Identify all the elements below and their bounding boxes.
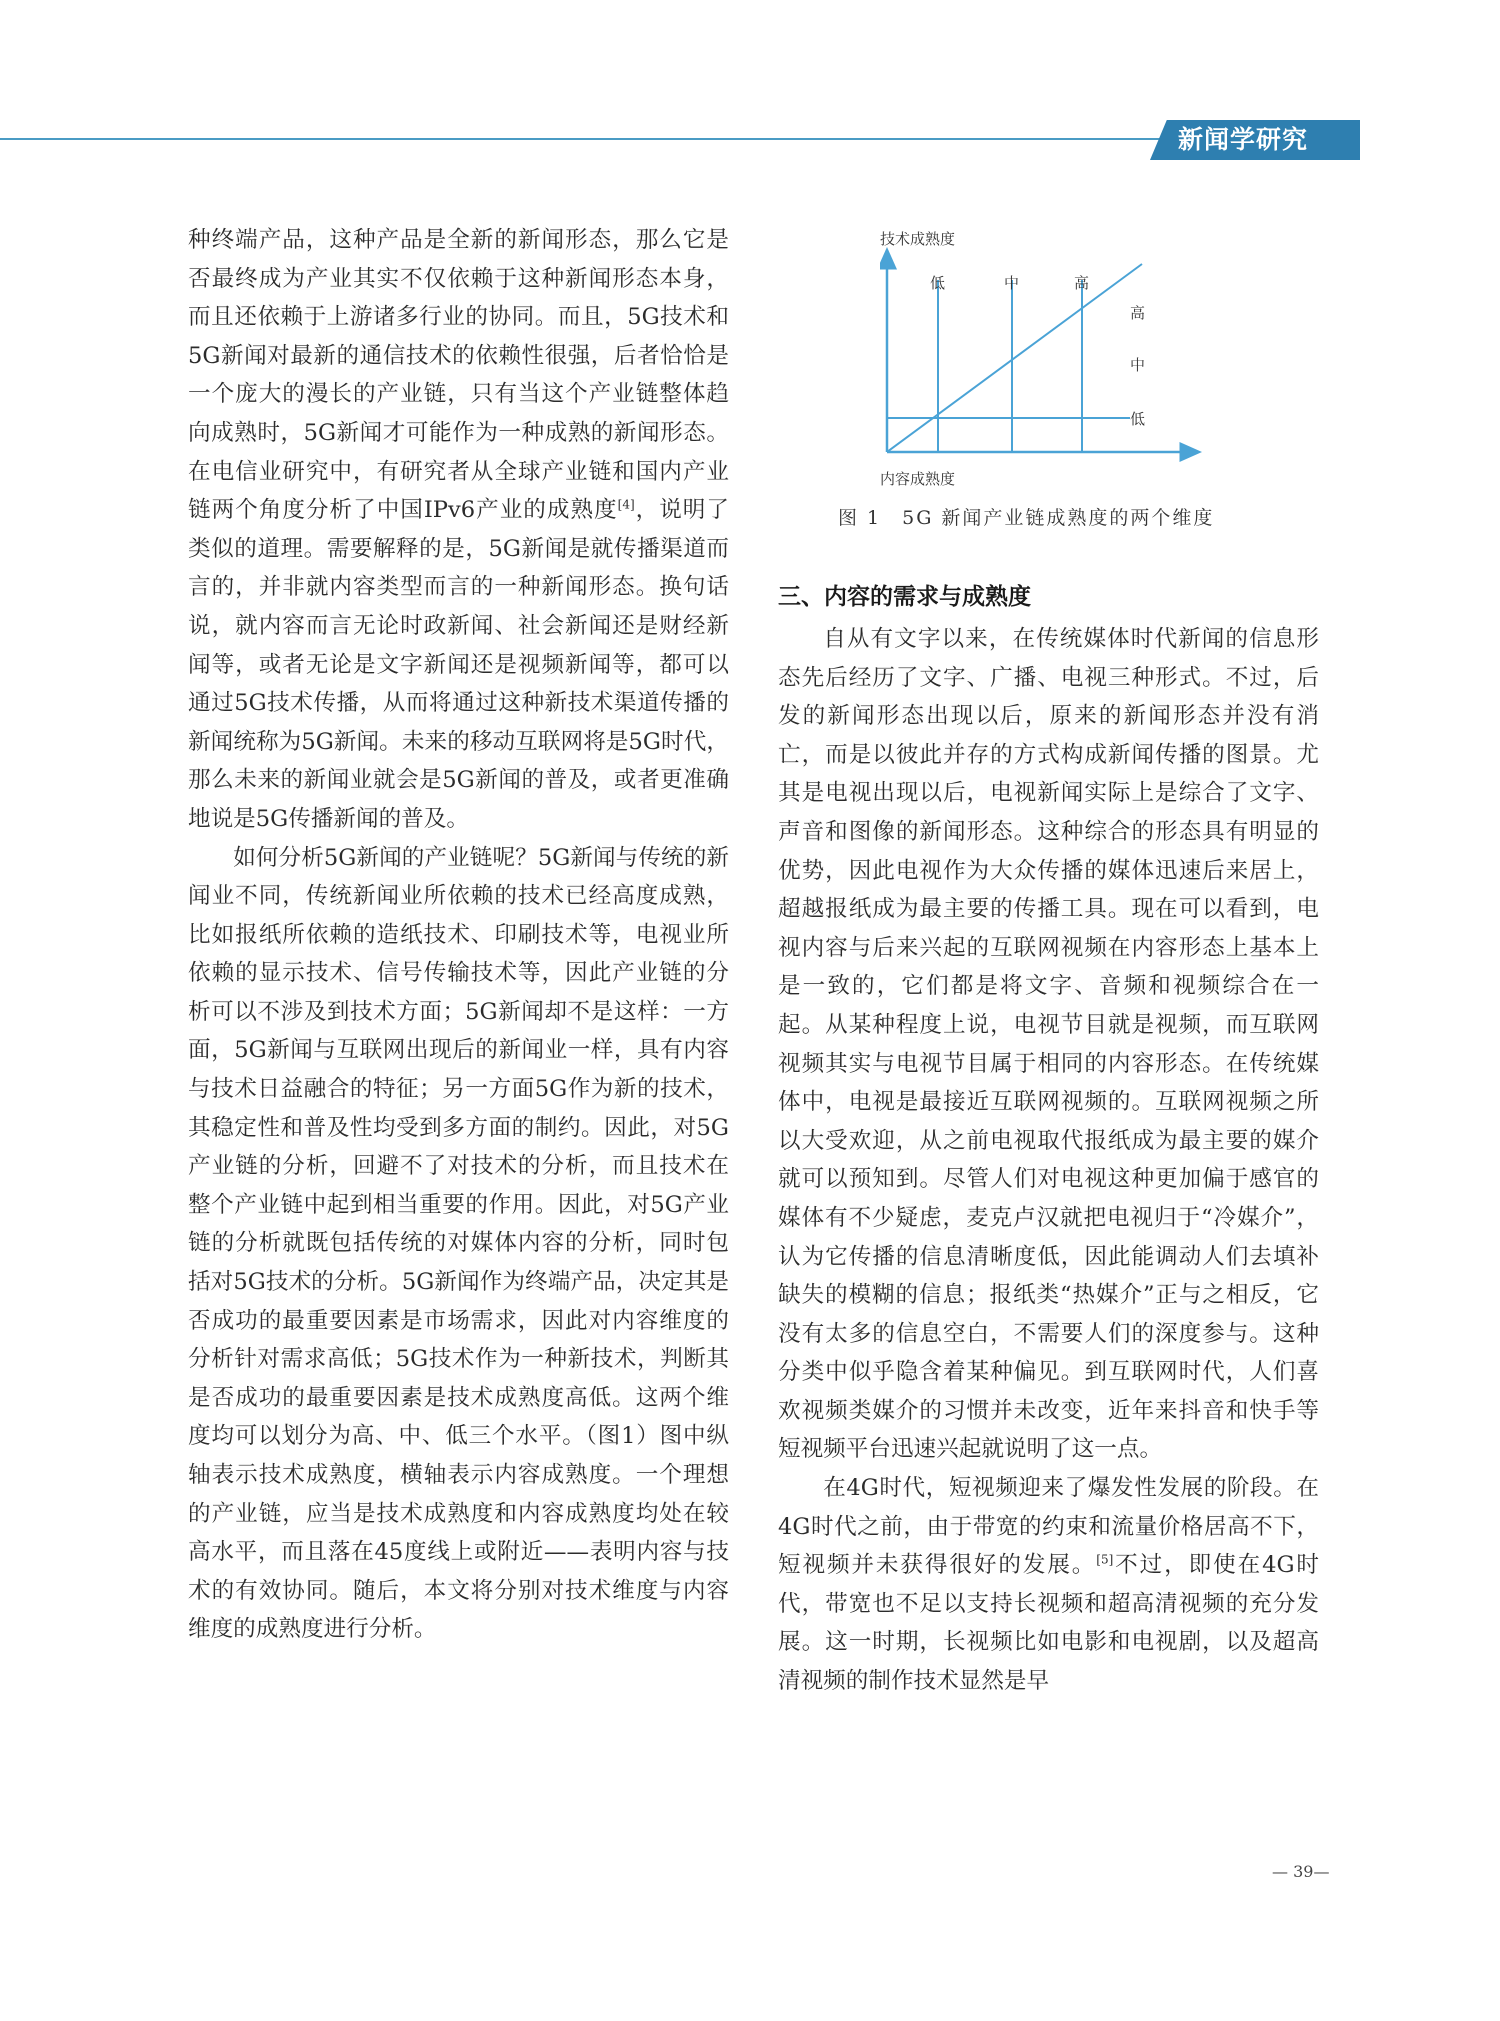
body-paragraph: 如何分析5G新闻的产业链呢？5G新闻与传统的新闻业不同，传统新闻业所依赖的技术已经高度成熟，比如报纸所依赖的造纸技术、印刷技术等，电视业所依赖的显示技术、信号传输技术等，因此产业链的分析可以不涉及到技术方面；5G新闻却不是这样：一方面，5G新闻与互联网出现后的新闻业一样，具有内容与技术日益融合的特征；另一方面5G作为新的技术，其稳定性和普及性均受到多方面的制约。因此，对5G产业链的分析，回避不了对技术的分析，而且技术在整个产业链中起到相当重要的作用。因此，对5G产业链的分析就既包括传统的对媒体内容的分析，同时包括对5G技术的分析。5G新闻作为终端产品，决定其是否成功的最重要因素是市场需求，因此对内容维度的分析针对需求高低；5G技术作为一种新技术，判断其是否成功的最重要因素是技术成熟度高低。这两个维度均可以划分为高、中、低三个水平。（图1）图中纵轴表示技术成熟度，横轴表示内容成熟度。一个理想的产业链，应当是技术成熟度和内容成熟度均处在较高水平，而且落在45度线上或附近——表明内容与技术的有效协同。随后，本文将分别对技术维度与内容维度的成熟度进行分析。 xyxy=(188,844,729,1643)
page-number: — 39— xyxy=(1272,1862,1330,1881)
left-column xyxy=(188,221,729,1649)
x-axis-label: 内容成熟度 xyxy=(880,470,956,488)
right-column xyxy=(778,620,1319,1701)
citation-5: [5] xyxy=(1096,1552,1114,1567)
column-label-mid: 中 xyxy=(1004,274,1020,292)
body-paragraph: 自从有文字以来，在传统媒体时代新闻的信息形态先后经历了文字、广播、电视三种形式。不过，后发的新闻形态出现以后，原来的新闻形态并没有消亡，而是以彼此并存的方式构成新闻传播的图景。尤其是电视出现以后，电视新闻实际上是综合了文字、声音和图像的新闻形态。这种综合的形态具有明显的优势，因此电视作为大众传播的媒体迅速后来居上，超越报纸成为最主要的传播工具。现在可以看到，电视内容与后来兴起的互联网视频在内容形态上基本上是一致的，它们都是将文字、音频和视频综合在一起。从某种程度上说，电视节目就是视频，而互联网视频其实与电视节目属于相同的内容形态。在传统媒体中，电视是最接近互联网视频的。互联网视频之所以大受欢迎，从之前电视取代报纸成为最主要的媒介就可以预知到。尽管人们对电视这种更加偏于感官的媒体有不少疑虑，麦克卢汉就把电视归于“冷媒介”，认为它传播的信息清晰度低，因此能调动人们去填补缺失的模糊的信息；报纸类“热媒介”正与之相反，它没有太多的信息空白，不需要人们的深度参与。这种分类中似乎隐含着某种偏见。到互联网时代，人们喜欢视频类媒介的习惯并未改变，近年来抖音和快手等短视频平台迅速兴起就说明了这一点。 xyxy=(778,626,1319,1463)
row-label-mid: 中 xyxy=(1130,356,1146,374)
chart-svg xyxy=(880,222,1220,492)
figure-maturity-chart xyxy=(880,222,1220,492)
paragraph-text: 不过，即使在4G时代，带宽也不足以支持长视频和超高清视频的充分发展。这一时期，长视频比如电影和电视剧，以及超高清视频的制作技术显然是早 xyxy=(778,1552,1319,1695)
citation-4: [4] xyxy=(617,497,635,512)
row-label-high: 高 xyxy=(1130,304,1146,322)
body-paragraph xyxy=(188,221,729,839)
paragraph-text: 在4G时代，短视频迎来了爆发性发展的阶段。在4G时代之前，由于带宽的约束和流量价格居高不下，短视频并未获得很好的发展。 xyxy=(778,1475,1319,1579)
column-label-high: 高 xyxy=(1074,274,1090,292)
header-rule xyxy=(0,138,1160,140)
y-axis-label: 技术成熟度 xyxy=(880,230,956,248)
row-label-low: 低 xyxy=(1130,410,1146,428)
journal-title: 新闻学研究 xyxy=(1178,125,1309,154)
paragraph-text: 种终端产品，这种产品是全新的新闻形态，那么它是否最终成为产业其实不仅依赖于这种新闻形态本身，而且还依赖于上游诸多行业的协同。而且，5G技术和5G新闻对最新的通信技术的依赖性很强，后者恰恰是一个庞大的漫长的产业链，只有当这个产业链整体趋向成熟时，5G新闻才可能作为一种成熟的新闻形态。在电信业研究中，有研究者从全球产业链和国内产业链两个角度分析了中国IPv6产业的成熟度 xyxy=(188,227,729,524)
figure-caption: 图 1 5G 新闻产业链成熟度的两个维度 xyxy=(838,507,1215,529)
body-paragraph xyxy=(778,1469,1319,1701)
section-heading: 三、内容的需求与成熟度 xyxy=(778,584,1031,610)
column-label-low: 低 xyxy=(930,274,946,292)
paragraph-text: ，说明了类似的道理。需要解释的是，5G新闻是就传播渠道而言的，并非就内容类型而言的一种新闻形态。换句话说，就内容而言无论时政新闻、社会新闻还是财经新闻等，或者无论是文字新闻还是视频新闻等，都可以通过5G技术传播，从而将通过这种新技术渠道传播的新闻统称为5G新闻。未来的移动互联网将是5G时代，那么未来的新闻业就会是5G新闻的普及，或者更准确地说是5G传播新闻的普及。 xyxy=(188,497,729,832)
